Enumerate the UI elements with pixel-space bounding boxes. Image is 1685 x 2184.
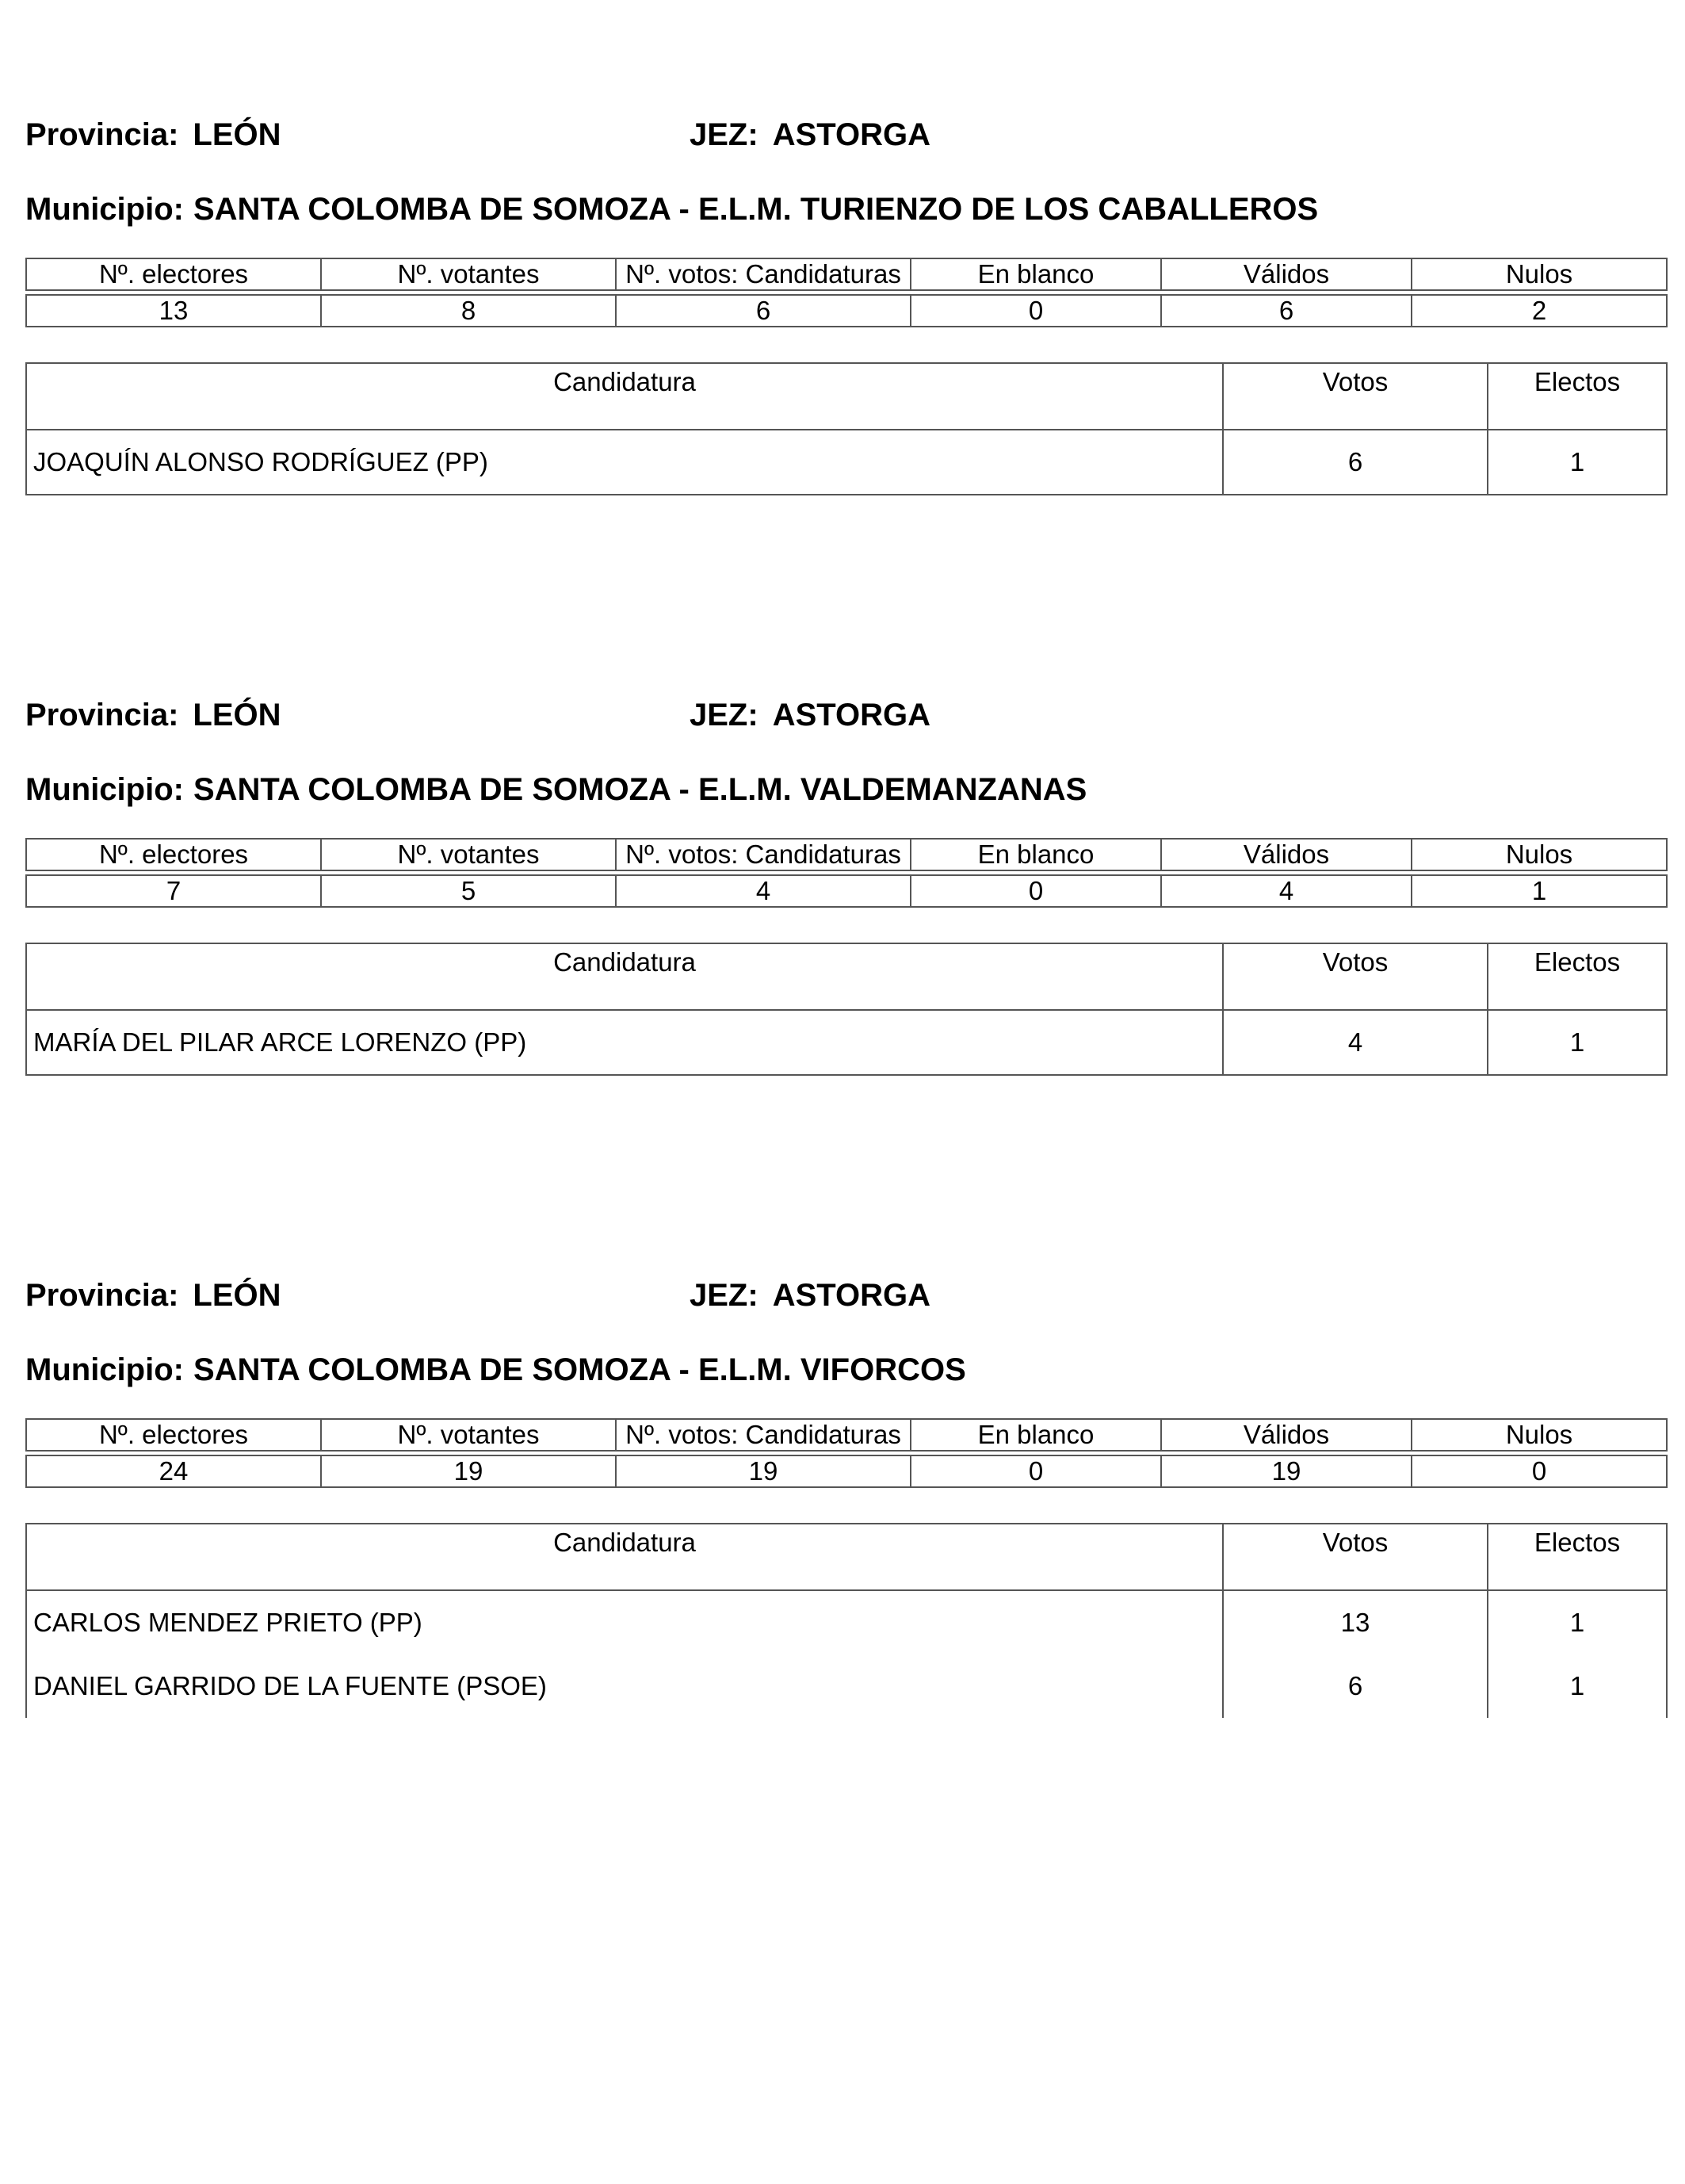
municipio: Municipio: SANTA COLOMBA DE SOMOZA - E.L.M. VALDEMANZANAS	[25, 772, 1087, 807]
stat-header: Nº. votos: Candidaturas	[616, 258, 911, 290]
candidate-name: DANIEL GARRIDO DE LA FUENTE (PSOE)	[26, 1654, 1223, 1718]
cand-header: Votos	[1223, 1524, 1488, 1590]
provincia-value: LEÓN	[193, 1278, 281, 1313]
stat-header: En blanco	[911, 1419, 1161, 1451]
municipio: Municipio: SANTA COLOMBA DE SOMOZA - E.L.M. VIFORCOS	[25, 1352, 966, 1387]
stat-value: 1	[1412, 875, 1667, 907]
stat-header: Nº. electores	[26, 839, 321, 870]
stat-header: Nº. votos: Candidaturas	[616, 1419, 911, 1451]
stats-header-row	[26, 839, 1667, 870]
candidate-electos: 1	[1488, 430, 1667, 495]
candidate-electos: 1	[1488, 1010, 1667, 1075]
stats-header-row	[26, 258, 1667, 290]
cand-header: Electos	[1488, 1524, 1667, 1590]
candidate-votos: 13	[1223, 1590, 1488, 1654]
jez: JEZ: ASTORGA	[690, 698, 930, 732]
cand-header: Electos	[1488, 943, 1667, 1010]
provincia: Provincia: LEÓN	[25, 698, 281, 732]
stat-header: Nulos	[1412, 1419, 1667, 1451]
block-header	[25, 691, 1666, 739]
stat-value: 0	[1412, 1455, 1667, 1487]
candidate-electos: 1	[1488, 1654, 1667, 1718]
stat-value: 19	[616, 1455, 911, 1487]
result-block-viforcos	[25, 1272, 1666, 1700]
candidate-votos: 4	[1223, 1010, 1488, 1075]
cand-header: Candidatura	[26, 943, 1223, 1010]
municipio: Municipio: SANTA COLOMBA DE SOMOZA - E.L.M. TURIENZO DE LOS CABALLEROS	[25, 192, 1319, 227]
stats-table	[25, 258, 1668, 327]
stat-header: Nulos	[1412, 258, 1667, 290]
cand-header: Candidatura	[26, 1524, 1223, 1590]
candidates-table	[25, 362, 1668, 495]
stat-value: 8	[321, 295, 616, 327]
stat-header: Nº. electores	[26, 258, 321, 290]
candidate-name: MARÍA DEL PILAR ARCE LORENZO (PP)	[26, 1010, 1223, 1075]
stat-value: 4	[1161, 875, 1412, 907]
stat-header: Válidos	[1161, 258, 1412, 290]
stat-value: 24	[26, 1455, 321, 1487]
candidate-name: CARLOS MENDEZ PRIETO (PP)	[26, 1590, 1223, 1654]
stats-value-row	[26, 1455, 1667, 1487]
jez-value: ASTORGA	[772, 117, 930, 152]
cand-header: Electos	[1488, 363, 1667, 430]
stat-value: 6	[616, 295, 911, 327]
stat-value: 4	[616, 875, 911, 907]
stat-header: Nº. votantes	[321, 839, 616, 870]
stat-value: 0	[911, 295, 1161, 327]
stat-header: Nº. votantes	[321, 1419, 616, 1451]
stat-header: Nº. electores	[26, 1419, 321, 1451]
stat-header: Nº. votantes	[321, 258, 616, 290]
stat-header: Válidos	[1161, 839, 1412, 870]
candidates-header-row	[26, 363, 1667, 430]
stat-value: 19	[321, 1455, 616, 1487]
jez-value: ASTORGA	[772, 1278, 930, 1313]
stats-value-row	[26, 875, 1667, 907]
jez: JEZ: ASTORGA	[690, 117, 930, 152]
stat-value: 19	[1161, 1455, 1412, 1487]
block-header	[25, 111, 1666, 159]
stats-value-row	[26, 295, 1667, 327]
provincia: Provincia: LEÓN	[25, 1278, 281, 1313]
result-block-turienzo	[25, 111, 1666, 476]
candidates-header-row	[26, 1524, 1667, 1590]
candidate-row	[26, 1010, 1667, 1075]
candidate-votos: 6	[1223, 430, 1488, 495]
block-header	[25, 1272, 1666, 1319]
provincia-value: LEÓN	[193, 117, 281, 152]
stat-value: 2	[1412, 295, 1667, 327]
stats-table	[25, 838, 1668, 908]
stat-header: En blanco	[911, 258, 1161, 290]
provincia-value: LEÓN	[193, 698, 281, 732]
municipio-value: SANTA COLOMBA DE SOMOZA - E.L.M. TURIENZO DE LOS CABALLEROS	[193, 192, 1319, 227]
candidate-name: JOAQUÍN ALONSO RODRÍGUEZ (PP)	[26, 430, 1223, 495]
candidate-row	[26, 1654, 1667, 1718]
stat-value: 0	[911, 1455, 1161, 1487]
stat-value: 0	[911, 875, 1161, 907]
cand-header: Votos	[1223, 943, 1488, 1010]
result-block-valdemanzanas	[25, 691, 1666, 1057]
stats-table	[25, 1418, 1668, 1488]
candidate-electos: 1	[1488, 1590, 1667, 1654]
stat-header: Nulos	[1412, 839, 1667, 870]
candidate-votos: 6	[1223, 1654, 1488, 1718]
stat-header: En blanco	[911, 839, 1161, 870]
stat-value: 6	[1161, 295, 1412, 327]
municipio-value: SANTA COLOMBA DE SOMOZA - E.L.M. VIFORCOS	[193, 1352, 966, 1387]
municipio-value: SANTA COLOMBA DE SOMOZA - E.L.M. VALDEMANZANAS	[193, 772, 1087, 807]
candidate-row	[26, 430, 1667, 495]
jez-value: ASTORGA	[772, 698, 930, 732]
candidate-row	[26, 1590, 1667, 1654]
jez: JEZ: ASTORGA	[690, 1278, 930, 1313]
stat-value: 5	[321, 875, 616, 907]
cand-header: Candidatura	[26, 363, 1223, 430]
candidates-header-row	[26, 943, 1667, 1010]
candidates-table	[25, 1523, 1668, 1718]
stat-value: 13	[26, 295, 321, 327]
stats-header-row	[26, 1419, 1667, 1451]
stat-header: Nº. votos: Candidaturas	[616, 839, 911, 870]
stat-header: Válidos	[1161, 1419, 1412, 1451]
cand-header: Votos	[1223, 363, 1488, 430]
candidates-table	[25, 943, 1668, 1076]
provincia: Provincia: LEÓN	[25, 117, 281, 152]
stat-value: 7	[26, 875, 321, 907]
